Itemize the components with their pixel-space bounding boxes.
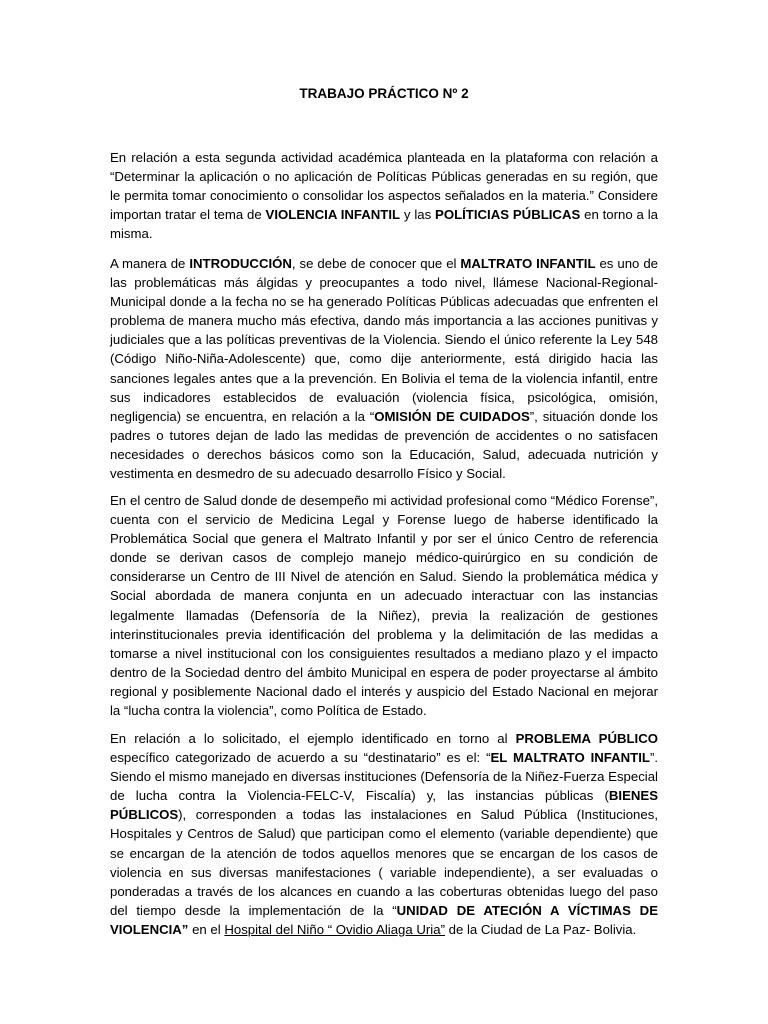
text-run-bold: INTRODUCCIÓN (189, 256, 292, 271)
text-run: ”. Siendo el mismo manejado en diversas instituciones (Defensoría de la Niñez-Fuerza Especial de lucha contra la Violencia-FELC-V, Fiscalía) y, las instancias públicas ( (110, 750, 658, 804)
text-run: En el centro de Salud donde de desempeño mi actividad profesional como “Médico Forense”, cuenta con el servicio de Medicina Legal y Forense luego de haberse identificado la Problemática Social que genera el Maltrato Infantil y por ser el único Centro de referencia donde se derivan casos de complejo manejo médico-quirúrgico en su condición de considerarse un Centro de III Nivel de atención en Salud. Siendo la problemática médica y Social abordada de manera conjunta en un adecuado interactuar con las instancias legalmente llamadas (Defensoría de la Niñez), previa la realización de gestiones interinstitucionales previa identificación del problema y la delimitación de las medidas a tomarse a nivel institucional con los consiguientes resultados a mediano plazo y el impacto dentro de la Sociedad dentro del ámbito Municipal en espera de poder proyectarse al ámbito regional y posiblemente Nacional dado el interés y auspicio del Estado Nacional en mejorar la “lucha contra la violencia”, como Política de Estado. (110, 493, 658, 719)
text-run: específico categorizado de acuerdo a su “destinatario” es el: “ (110, 750, 491, 766)
text-run-bold: BIENES PÚBLICOS (110, 788, 658, 823)
text-run-bold: POLÍTICIAS PÚBLICAS (435, 207, 581, 223)
paragraph-health-center (110, 491, 658, 720)
text-run-bold: OMISIÓN DE CUIDADOS (374, 408, 530, 424)
text-run-bold: PROBLEMA PÚBLICO (515, 731, 658, 746)
text-run: , se debe de conocer que el (291, 256, 461, 271)
text-run-bold: MALTRATO INFANTIL (460, 256, 596, 271)
text-run: y las (400, 207, 436, 223)
text-run-underlined: Hospital del Niño “ Ovidio Aliaga Uria” (224, 921, 445, 937)
text-run: En relación a esta segunda actividad académica planteada en la plataforma con relación a “Determinar la aplicación o no aplicación de Políticas Públicas generadas en su región, que le permita tomar conocimiento o consolidar los aspectos señalados en la materia.” Considere importan tratar el tema de (110, 150, 658, 223)
text-run-bold: UNIDAD DE ATECIÓN A VÍCTIMAS DE VIOLENCIA” (110, 902, 658, 937)
text-run: de la Ciudad de La Paz- Bolivia. (444, 921, 637, 937)
document-title: TRABAJO PRÁCTICO Nº 2 (299, 86, 469, 101)
text-run: ”, situación donde los padres o tutores dejan de lado las medidas de prevención de accidentes o no satisfacen necesidades o derechos básicos como son la Educación, Salud, adecuada nutrición y vestimenta en desmedro de su adecuado desarrollo Físico y Social. (110, 408, 658, 482)
text-run-bold: EL MALTRATO INFANTIL (490, 750, 650, 766)
text-run-bold: VIOLENCIA INFANTIL (265, 207, 401, 223)
text-run: en el (188, 921, 225, 937)
text-run: A manera de (110, 256, 190, 271)
paragraph-context (110, 148, 658, 243)
text-run: En relación a lo solicitado, el ejemplo identificado en torno al (110, 731, 516, 746)
text-run: es uno de las problemáticas más álgidas y preocupantes a todo nivel, llámese Nacional-Regional-Municipal donde a la fecha no se ha generado Políticas Públicas adecuadas que enfrenten el problema de manera mucho más efectiva, dando más importancia a las acciones punitivas y judiciales que a las políticas preventivas de la Violencia. Siendo el único referente la Ley 548 (Código Niño-Niña-Adolescente) que, como dije anteriormente, está dirigido hacia las sanciones legales antes que a la prevención. En Bolivia el tema de la violencia infantil, entre sus indicadores establecidos de evaluación (violencia física, psicológica, omisión, negligencia) se encuentra, en relación a la “ (110, 256, 658, 424)
paragraph-public-problem (110, 729, 658, 939)
text-run: en torno a la misma. (110, 207, 658, 242)
paragraph-introduction (110, 254, 658, 483)
text-run: ), corresponden a todas las instalaciones en Salud Pública (Instituciones, Hospitales y Centros de Salud) que participan como el elemento (variable dependiente) que se encargan de la atención de todos aquellos menores que se encargan de los casos de violencia en sus diversas manifestaciones ( variable independiente), a ser evaluadas o ponderadas a través de los alcances en cuando a las coberturas obtenidas luego del paso del tiempo desde la implementación de la “ (110, 807, 658, 918)
